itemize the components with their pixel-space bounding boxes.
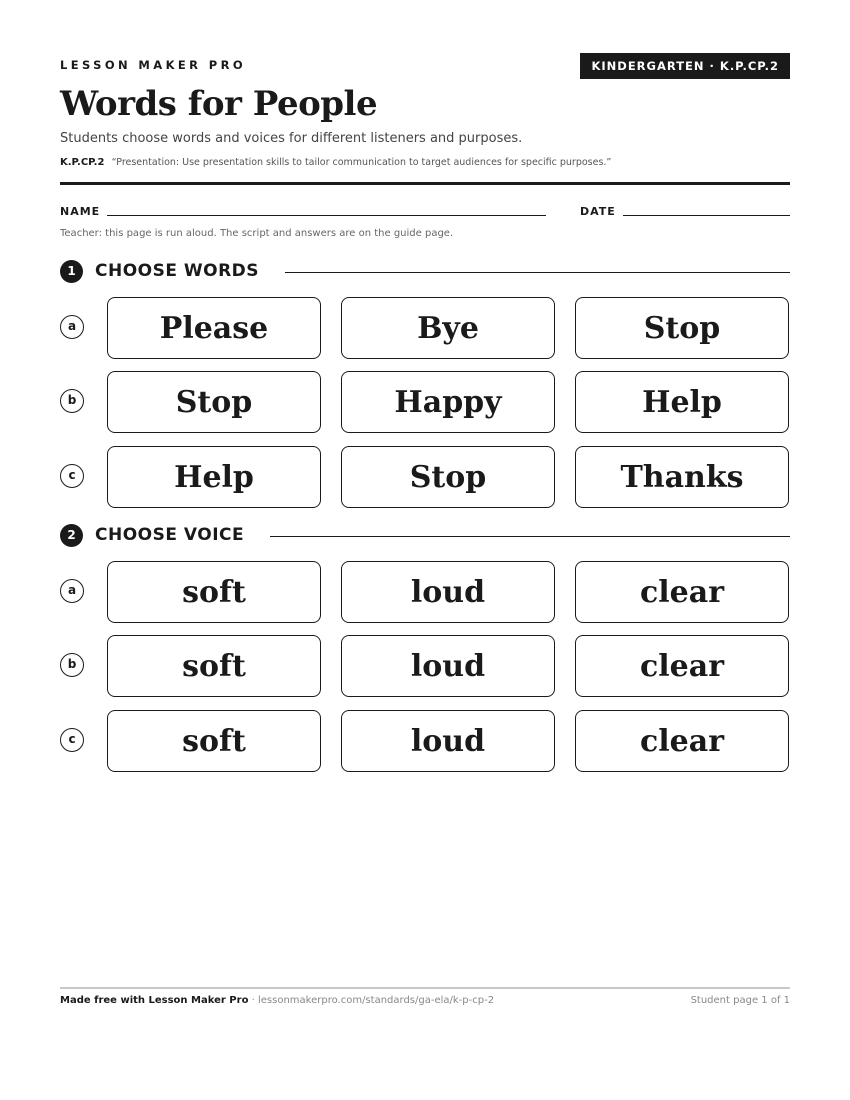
footer-page-label: Student page 1 of 1 (690, 995, 790, 1006)
question-row (60, 371, 790, 433)
word-choice-button[interactable]: Stop (575, 297, 789, 359)
row-letter-badge: a (60, 579, 84, 603)
name-label: NAME (60, 205, 101, 218)
question-row (60, 297, 790, 359)
section-title: CHOOSE VOICE (95, 525, 245, 545)
word-choice-button[interactable]: Bye (341, 297, 555, 359)
voice-choice-button[interactable]: soft (107, 710, 321, 772)
brand-name: LESSON MAKER PRO (60, 58, 247, 72)
voice-choice-button[interactable]: loud (341, 710, 555, 772)
row-letter-badge: a (60, 315, 84, 339)
word-choice-button[interactable]: Thanks (575, 446, 789, 508)
voice-choice-button[interactable]: loud (341, 561, 555, 623)
worksheet-subtitle: Students choose words and voices for different listeners and purposes. (60, 131, 523, 146)
standard-line (60, 157, 611, 168)
section-rule (285, 272, 790, 273)
footer-url-link[interactable]: lessonmakerpro.com/standards/ga-ela/k-p-cp-2 (257, 995, 495, 1006)
word-choice-button[interactable]: Happy (341, 371, 555, 433)
section-choose-words (60, 260, 790, 284)
header-divider (60, 182, 790, 185)
word-choice-button[interactable]: Stop (107, 371, 321, 433)
section-rule (270, 536, 790, 537)
word-choice-button[interactable]: Help (575, 371, 789, 433)
name-field[interactable] (107, 215, 546, 216)
row-letter-badge: b (60, 653, 84, 677)
voice-choice-button[interactable]: loud (341, 635, 555, 697)
footer-made-with: Made free with Lesson Maker Pro (60, 995, 249, 1006)
voice-choice-button[interactable]: clear (575, 710, 789, 772)
question-row (60, 446, 790, 508)
row-letter-badge: b (60, 389, 84, 413)
teacher-note: Teacher: this page is run aloud. The script and answers are on the guide page. (60, 228, 454, 239)
section-choose-voice (60, 524, 790, 548)
voice-choice-button[interactable]: clear (575, 561, 789, 623)
question-row (60, 635, 790, 697)
date-field[interactable] (623, 215, 790, 216)
section-number: 2 (60, 524, 83, 547)
word-choice-button[interactable]: Stop (341, 446, 555, 508)
question-row (60, 561, 790, 623)
section-number: 1 (60, 260, 83, 283)
date-label: DATE (580, 205, 616, 218)
footer-divider (60, 987, 790, 989)
row-letter-badge: c (60, 728, 84, 752)
footer-credit (60, 995, 494, 1006)
grade-standard-badge: KINDERGARTEN · K.P.CP.2 (580, 53, 790, 79)
word-choice-button[interactable]: Help (107, 446, 321, 508)
standard-code: K.P.CP.2 (60, 157, 105, 168)
standard-text: “Presentation: Use presentation skills to tailor communication to target audiences for specific purposes.” (111, 157, 612, 168)
question-row (60, 710, 790, 772)
footer-separator: · (248, 995, 258, 1006)
voice-choice-button[interactable]: soft (107, 561, 321, 623)
section-title: CHOOSE WORDS (95, 261, 260, 281)
row-letter-badge: c (60, 464, 84, 488)
worksheet-page (60, 0, 790, 1100)
worksheet-title: Words for People (60, 84, 378, 124)
word-choice-button[interactable]: Please (107, 297, 321, 359)
voice-choice-button[interactable]: clear (575, 635, 789, 697)
voice-choice-button[interactable]: soft (107, 635, 321, 697)
